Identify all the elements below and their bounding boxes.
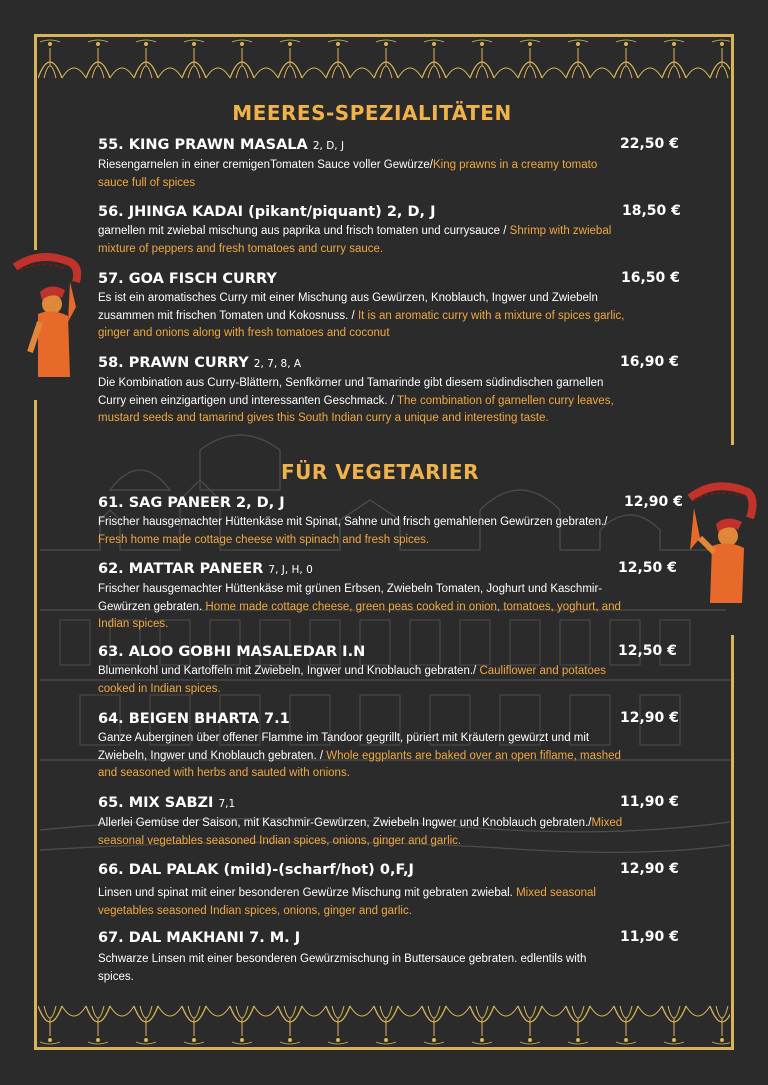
section-heading-seafood: MEERES-SPEZIALITÄTEN xyxy=(232,101,512,125)
item-title: 63. ALOO GOBHI MASALEDAR I.N xyxy=(98,644,366,660)
item-price: 11,90 € xyxy=(620,929,679,945)
section-heading-vegetarian: FÜR VEGETARIER xyxy=(281,460,479,484)
menu-item xyxy=(98,861,679,920)
item-price: 12,90 € xyxy=(620,710,679,726)
item-description: Riesengarnelen in einer cremigenTomaten Sauce voller Gewürze/King prawns in a creamy tomato sauce full of spices xyxy=(98,159,598,189)
item-price: 16,50 € xyxy=(621,270,680,286)
dancer-right-illustration xyxy=(680,478,760,608)
item-title: 64. BEIGEN BHARTA 7.1 xyxy=(98,711,290,727)
item-title: 62. MATTAR PANEER 7, J, H, 0 xyxy=(98,561,313,577)
item-title: 66. DAL PALAK (mild)-(scharf/hot) 0,F,J xyxy=(98,862,414,878)
menu-item xyxy=(98,494,683,549)
item-title: 57. GOA FISCH CURRY xyxy=(98,271,277,287)
item-title: 55. KING PRAWN MASALA 2, D, J xyxy=(98,137,345,153)
menu-item xyxy=(98,136,679,192)
menu-item xyxy=(98,643,677,698)
ornament-band-top xyxy=(38,38,730,82)
menu-item xyxy=(98,354,679,428)
item-description: Ganze Auberginen über offener Flamme im Tandoor gegrillt, püriert mit Kräutern gewürzt und mit Zwiebeln, Ingwer und Knoblauch gebraten. / Whole eggplants are baked over an open fiflame, mashed and seasoned with herbs and sauted with onions. xyxy=(98,732,621,779)
item-price: 12,90 € xyxy=(624,494,683,510)
item-description: Die Kombination aus Curry-Blättern, Senfkörner und Tamarinde gibt diesem südindischen garnellen Curry einen einzigartigen und interessanten Geschmack. / The combination of garnellen curry leaves, mustard seeds and tamarind gives this South Indian curry a unique and interesting taste. xyxy=(98,377,614,424)
menu-item xyxy=(98,710,679,783)
item-description: Frischer hausgemachter Hüttenkäse mit Spinat, Sahne und frisch gemahlenen Gewürzen gebraten./ Fresh home made cottage cheese with spinach and fresh spices. xyxy=(98,516,608,546)
menu-item xyxy=(98,270,680,343)
item-price: 16,90 € xyxy=(620,354,679,370)
item-description: garnellen mit zwiebal mischung aus paprika und frisch tomaten und currysauce / Shrimp with zwiebal mixture of peppers and fresh tomatoes and curry sauce. xyxy=(98,225,612,255)
menu-item xyxy=(98,929,679,986)
item-description: Linsen und spinat mit einer besonderen Gewürze Mischung mit gebraten zwiebal. Mixed seasonal vegetables seasoned Indian spices, onions, ginger and garlic. xyxy=(98,887,596,917)
item-price: 12,50 € xyxy=(618,643,677,659)
menu-item xyxy=(98,560,677,634)
item-title: 67. DAL MAKHANI 7. M. J xyxy=(98,930,301,946)
item-description: Es ist ein aromatisches Curry mit einer Mischung aus Gewürzen, Knoblauch, Ingwer und Zwiebeln zusammen mit frischen Tomaten und Kokosnuss. / It is an aromatic curry with a mixture of spices garlic, ginger and onions along with fresh tomatoes and coconut xyxy=(98,292,625,339)
menu-item xyxy=(98,203,681,258)
item-description: Allerlei Gemüse der Saison, mit Kaschmir-Gewürzen, Zwiebeln Ingwer und Knoblauch gebraten./Mixed seasonal vegetables seasoned Indian spices, onions, ginger and garlic. xyxy=(98,817,623,847)
item-description: Schwarze Linsen mit einer besonderen Gewürzmischung in Buttersauce gebraten. edlentils with spices. xyxy=(98,953,587,983)
ornament-band-bottom xyxy=(38,1002,730,1046)
menu-item xyxy=(98,794,679,850)
item-description: Blumenkohl und Kartoffeln mit Zwiebeln, Ingwer und Knoblauch gebraten./ Cauliflower and potatoes cooked in Indian spices. xyxy=(98,665,607,695)
item-price: 12,50 € xyxy=(618,560,677,576)
item-title: 61. SAG PANEER 2, D, J xyxy=(98,495,285,511)
dancer-left-illustration xyxy=(10,252,90,382)
item-price: 12,90 € xyxy=(620,861,679,877)
item-title: 65. MIX SABZI 7,1 xyxy=(98,795,236,811)
item-title: 58. PRAWN CURRY 2, 7, 8, A xyxy=(98,355,302,371)
item-price: 18,50 € xyxy=(622,203,681,219)
item-price: 11,90 € xyxy=(620,794,679,810)
item-title: 56. JHINGA KADAI (pikant/piquant) 2, D, J xyxy=(98,204,436,220)
item-description: Frischer hausgemachter Hüttenkäse mit grünen Erbsen, Zwiebeln Tomaten, Joghurt und Kaschmir-Gewürzen gebraten. Home made cottage cheese, green peas cooked in onion, tomatoes, yoghurt, and Indian spices. xyxy=(98,583,621,630)
item-price: 22,50 € xyxy=(620,136,679,152)
